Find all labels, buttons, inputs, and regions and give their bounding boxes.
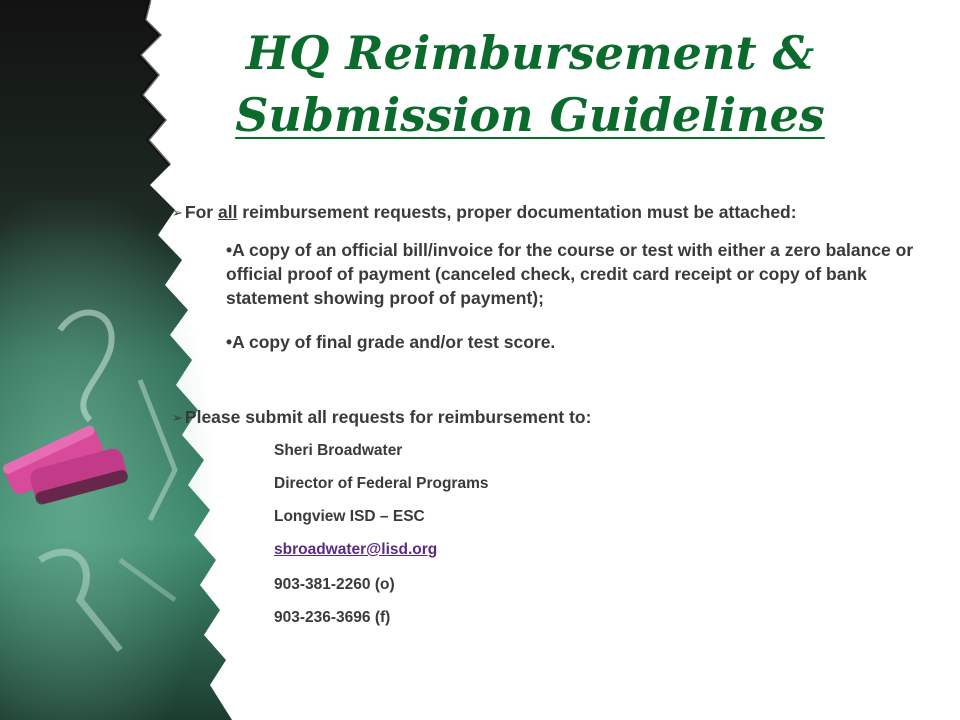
contact-name: Sheri Broadwater [274,442,403,459]
title-line-2: Submission Guidelines [235,88,825,142]
arrow-bullet-icon: ➢ [172,410,183,425]
arrow-bullet-icon: ➢ [172,205,183,220]
bullet1-emph: all [217,202,238,222]
bullet-documentation [172,202,797,223]
contact-email-link[interactable]: sbroadwater@lisd.org [274,541,438,558]
bullet2-text: Please submit all requests for reimbursement to: [184,407,592,427]
contact-fax: 903-236-3696 (f) [274,609,391,626]
contact-office-phone: 903-381-2260 (o) [274,576,395,593]
bullet1-pre: For [184,202,218,222]
bullet-submit [172,407,591,428]
bullet1-post: reimbursement requests, proper documentation must be attached: [237,202,797,222]
title-line-1: HQ Reimbursement & [245,26,815,80]
slide-title [200,22,860,146]
contact-role: Director of Federal Programs [274,475,489,492]
contact-org: Longview ISD – ESC [274,508,425,525]
sub-bullet-grade: •A copy of final grade and/or test score. [226,332,556,352]
sub-bullet-invoice: •A copy of an official bill/invoice for the course or test with either a zero balance or official proof of payment (canceled check, credit card receipt or copy of bank statement showing proof of payment); [226,240,914,308]
